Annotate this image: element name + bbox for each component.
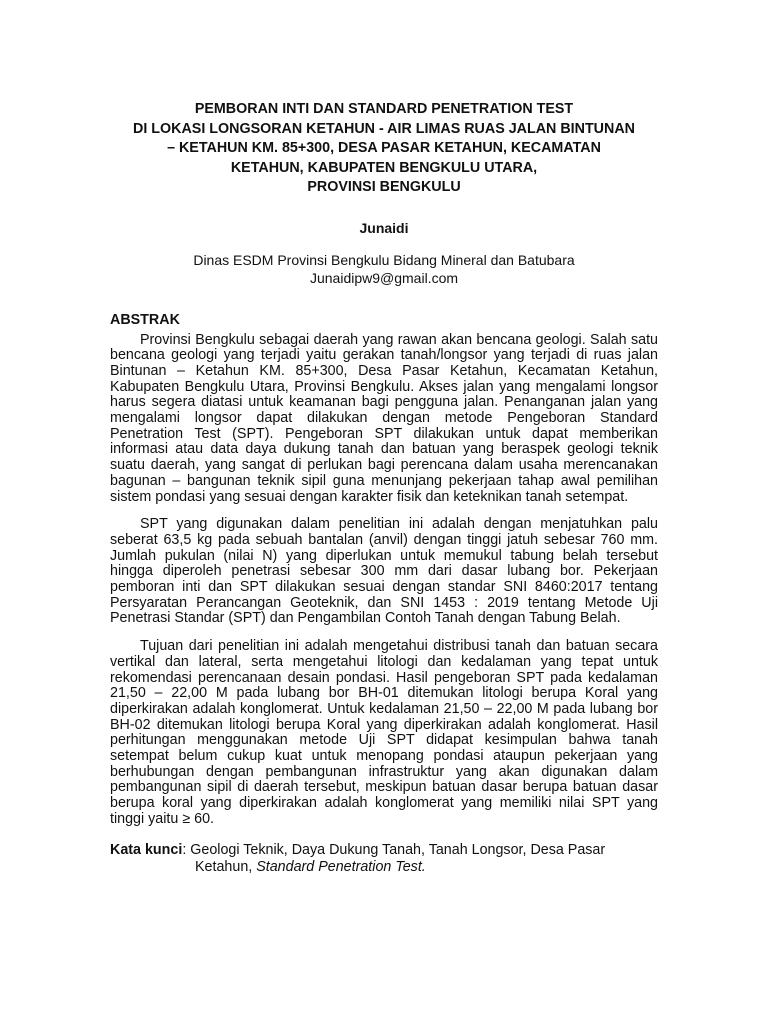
title-line-3: – KETAHUN KM. 85+300, DESA PASAR KETAHUN, KECAMATAN	[167, 140, 601, 156]
keywords-label: Kata kunci	[110, 841, 183, 858]
title-line-4: KETAHUN, KABUPATEN BENGKULU UTARA,	[230, 159, 538, 176]
abstract-paragraph-1: Provinsi Bengkulu sebagai daerah yang rawan akan bencana geologi. Salah satu bencana geologi yang terjadi yaitu gerakan tanah/longsor yang terjadi di ruas jalan Bintunan – Ketahun KM. 85+300, Desa Pasar Ketahun, Kecamatan Ketahun, Kabupaten Bengkulu Utara, Provinsi Bengkulu. Akses jalan yang mengalami longsor harus segera diatasi untuk keamanan bagi pengguna jalan. Penanganan jalan yang mengalami longsor dapat dilakukan dengan metode Pengeboran Standard Penetration Test (SPT). Pengeboran SPT dilakukan untuk dapat memberikan informasi atau data daya dukung tanah dan batuan yang beraspek geologi teknik suatu daerah, yang sangat di perlukan bagi perencana dalam usaha merencanakan bagunan – bangunan teknik sipil guna menunjang pekerjaan tahap awal pemilihan sistem pondasi yang sesuai dengan karakter fisik dan keteknikan tanah setempat.	[110, 331, 658, 505]
keywords-text: : Geologi Teknik, Daya Dukung Tanah, Tanah Longsor, Desa Pasar Ketahun,	[182, 841, 606, 875]
title-line-5: PROVINSI BENGKULU	[307, 179, 461, 195]
abstract-body	[110, 333, 658, 828]
author-affiliation-block	[110, 251, 658, 287]
author-email: Junaidipw9@gmail.com	[309, 269, 459, 286]
author-name: Junaidi	[359, 219, 409, 236]
title-line-2: DI LOKASI LONGSORAN KETAHUN - AIR LIMAS RUAS JALAN BINTUNAN	[133, 120, 635, 137]
abstract-paragraph-2: SPT yang digunakan dalam penelitian ini adalah dengan menjatuhkan palu seberat 63,5 kg pada sebuah bantalan (anvil) dengan tinggi jatuh sebesar 760 mm. Jumlah pukulan (nilai N) yang diperlukan untuk memukul tabung belah tersebut hingga diperoleh penetrasi sebesar 300 mm dari dasar lubang bor. Pekerjaan pemboran inti dan SPT dilakukan sesuai dengan standar SNI 8460:2017 tentang Persyaratan Perancangan Geoteknik, dan SNI 1453 : 2019 tentang Metode Uji Penetrasi Standar (SPT) dan Pengambilan Contoh Tanah dengan Tabung Belah.	[110, 516, 658, 627]
abstract-heading: ABSTRAK	[110, 311, 180, 328]
keywords	[110, 842, 658, 876]
keywords-italic: Standard Penetration Test.	[256, 858, 426, 875]
affiliation: Dinas ESDM Provinsi Bengkulu Bidang Mineral dan Batubara	[193, 251, 575, 268]
abstract-paragraph-3: Tujuan dari penelitian ini adalah mengetahui distribusi tanah dan batuan secara vertikal dan lateral, serta mengetahui litologi dan kedalaman yang tepat untuk rekomendasi perencanaan desain pondasi. Hasil pengeboran SPT pada kedalaman 21,50 – 22,00 M pada lubang bor BH-01 ditemukan litologi berupa Koral yang diperkirakan adalah konglomerat. Untuk kedalaman 21,50 – 22,00 M pada lubang bor BH-02 ditemukan litologi berupa Koral yang diperkirakan adalah konglomerat. Hasil perhitungan menggunakan metode Uji SPT didapat kesimpulan bahwa tanah setempat belum cukup kuat untuk menopang pondasi ataupun pekerjaan yang berhubungan dengan pembangunan infrastruktur yang akan digunakan dalam pembangunan sipil di daerah tersebut, meskipun batuan dasar berupa batuan dasar berupa koral yang diperkirakan adalah konglomerat yang memiliki nilai SPT yang tinggi yaitu ≥ 60.	[110, 638, 658, 827]
paper-title	[110, 100, 658, 198]
title-line-1: PEMBORAN INTI DAN STANDARD PENETRATION TEST	[194, 101, 574, 117]
